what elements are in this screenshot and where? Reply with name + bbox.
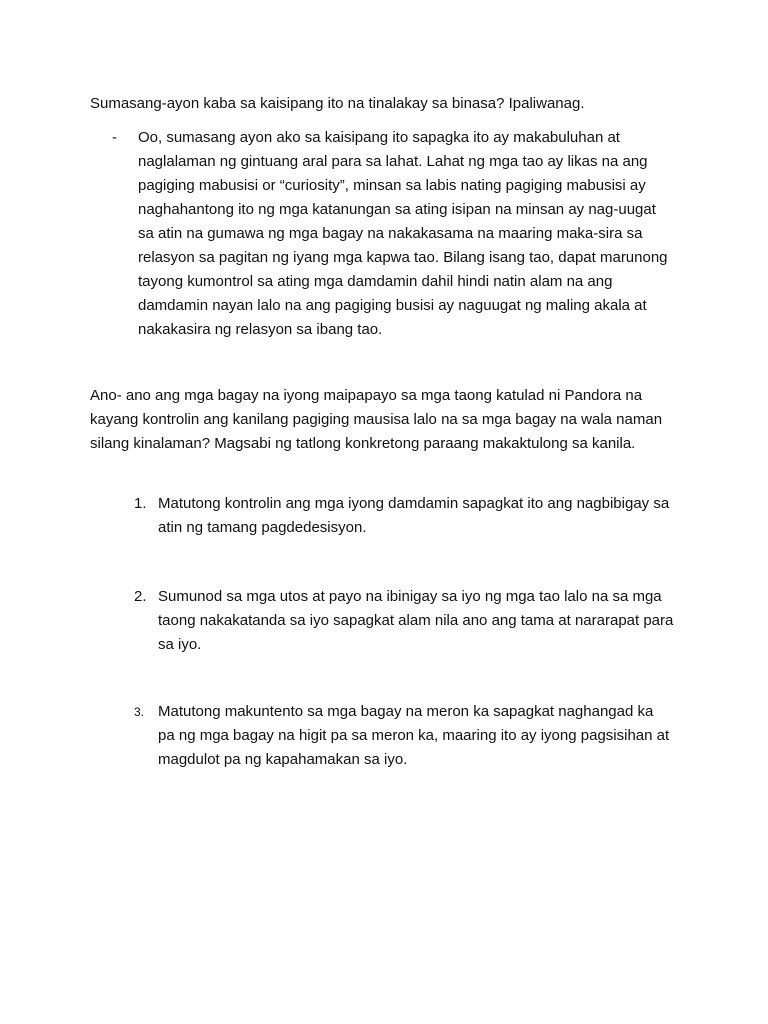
- list-item-text: Sumunod sa mga utos at payo na ibinigay sa iyo ng mga tao lalo na sa mga taong nakakatanda sa iyo sapagkat alam nila ano ang tama at nararapat para sa iyo.: [158, 588, 674, 653]
- list-item-text: Matutong makuntento sa mga bagay na meron ka sapagkat naghangad ka pa ng mga bagay na higit pa sa meron ka, maaring ito ay iyong pagsisihan at magdulot pa ng kapahamakan sa iyo.: [158, 703, 670, 768]
- question-1: Sumasang-ayon kaba sa kaisipang ito na tinalakay sa binasa? Ipaliwanag.: [90, 95, 585, 112]
- question-2: Ano- ano ang mga bagay na iyong maipapayo sa mga taong katulad ni Pandora na kayang kontrolin ang kanilang pagiging mausisa lalo na sa mga bagay na wala naman silang kinalaman? Magsabi ng tatlong konkretong paraang makaktulong sa kanila.: [90, 387, 663, 452]
- answer-1-text: Oo, sumasang ayon ako sa kaisipang ito sapagka ito ay makabuluhan at naglalaman ng gintuang aral para sa lahat. Lahat ng mga tao ay likas na ang pagiging mabusisi or “curiosity”, minsan sa labis nating pagiging mabusisi ay naghahantong ito ng mga katanungan sa ating isipan na minsan ay nag-uugat sa atin na gumawa ng mga bagay na nakakasama na maaring maka-sira sa relasyon sa pagitan ng iyang mga kapwa tao. Bilang isang tao, dapat marunong tayong kumontrol sa ating mga damdamin dahil hindi natin alam na ang damdamin nayan lalo na ang pagiging busisi ay naguugat ng maling akala at nakakasira ng relasyon sa ibang tao.: [138, 129, 668, 338]
- list-item-number: 2.: [134, 588, 147, 605]
- list-item-number: 1.: [134, 495, 147, 512]
- list-item-text: Matutong kontrolin ang mga iyong damdamin sapagkat ito ang nagbibigay sa atin ng tamang pagdedesisyon.: [158, 495, 670, 536]
- list-item-number: 3.: [134, 705, 145, 719]
- bullet-marker: -: [112, 129, 117, 146]
